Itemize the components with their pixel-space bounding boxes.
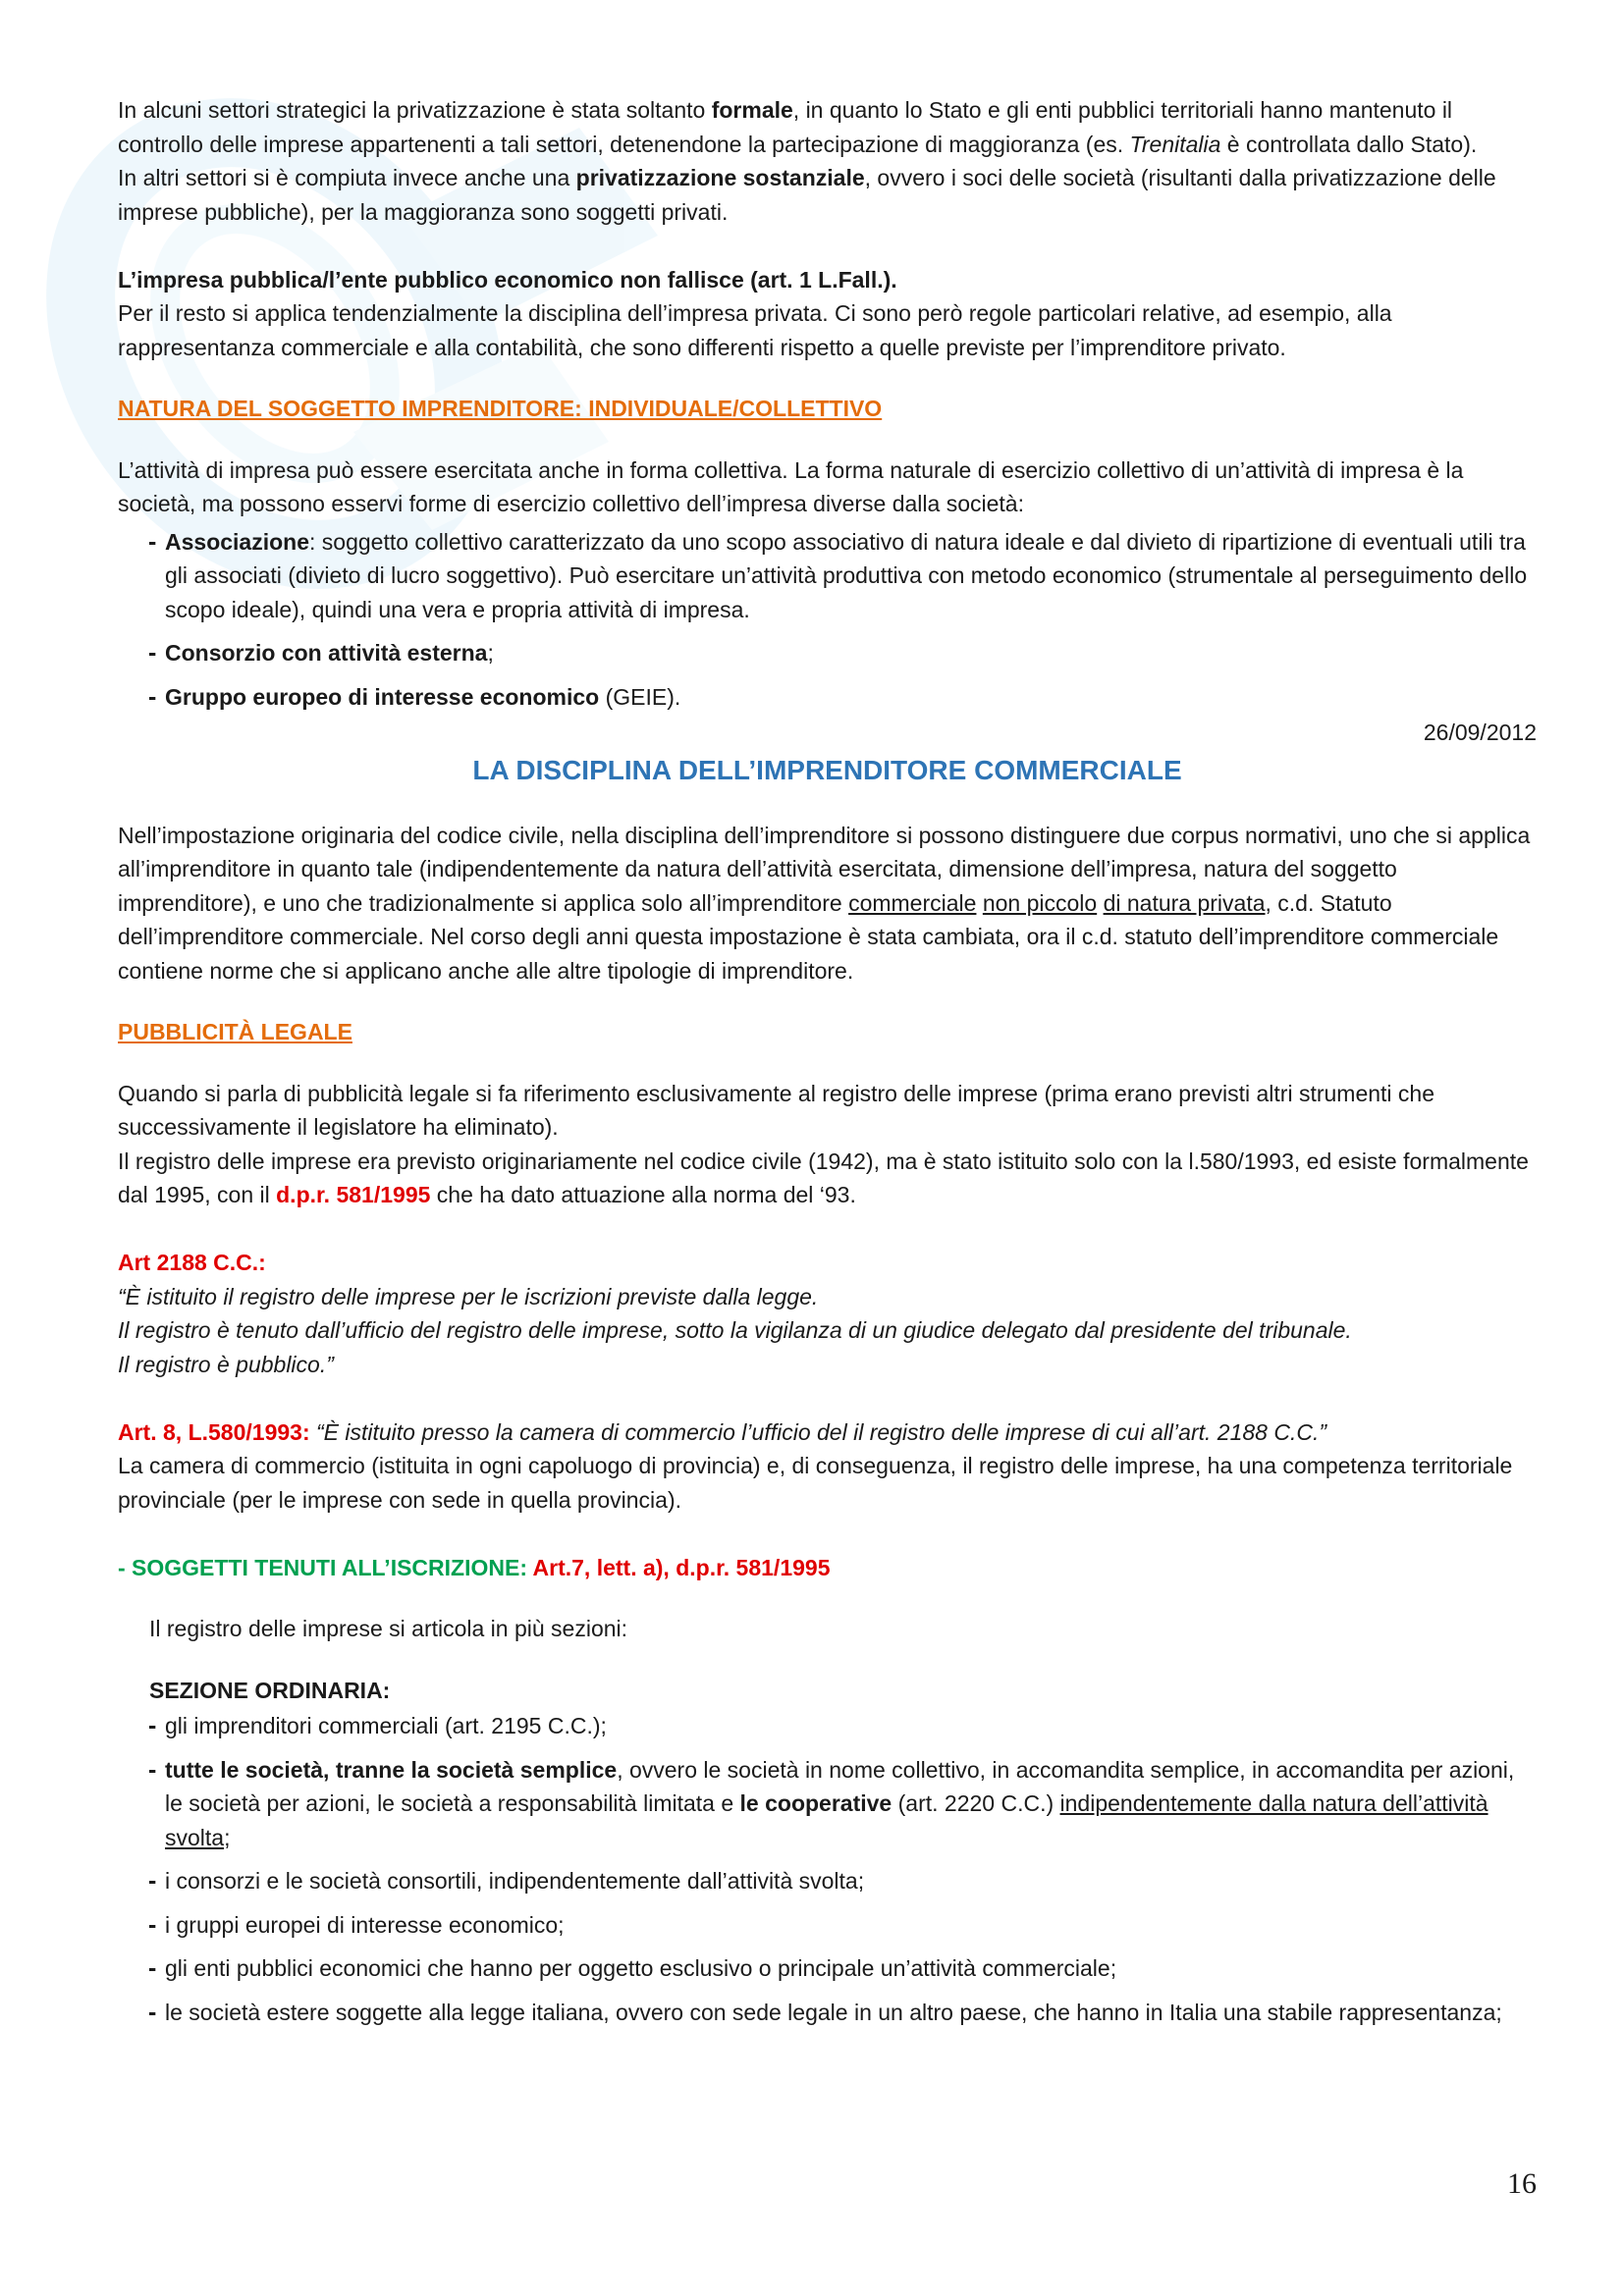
document-page <box>118 93 1537 2039</box>
sezione-ordinaria-heading: SEZIONE ORDINARIA: <box>149 1677 391 1703</box>
art-2188-line-2: Il registro è tenuto dall’ufficio del registro delle imprese, sotto la vigilanza di un giudice delegato dal presidente del tribunale. <box>118 1317 1352 1343</box>
section-heading-natura: NATURA DEL SOGGETTO IMPRENDITORE: INDIVIDUALE/COLLETTIVO <box>118 396 883 421</box>
list-item: - le società estere soggette alla legge italiana, ovvero con sede legale in un altro paese, che hanno in Italia una stabile rappresentanza; <box>165 1996 1537 2030</box>
page-number: 16 <box>1507 2167 1537 2200</box>
list-item: - Associazione: soggetto collettivo caratterizzato da uno scopo associativo di natura ideale e dal divieto di ripartizione di eventuali utili tra gli associati (divieto di lucro soggettivo). Può esercitare un’attività produttiva con metodo economico (strumentale al perseguimento dello scopo ideale), quindi una vera e propria attività di impresa. <box>165 525 1537 627</box>
list-item: - gli enti pubblici economici che hanno per oggetto esclusivo o principale un’attività commerciale; <box>165 1951 1537 1986</box>
paragraph-sezioni: Il registro delle imprese si articola in più sezioni: <box>149 1616 628 1641</box>
art-8-quote: Art. 8, L.580/1993: “È istituito presso la camera di commercio l’ufficio del il registro delle imprese di cui all’art. 2188 C.C.” <box>118 1418 1326 1445</box>
list-item: - tutte le società, tranne la società semplice, ovvero le società in nome collettivo, in accomandita semplice, in accomandita per azioni, le società per azioni, le società a responsabilità limitata e le cooperative (art. 2220 C.C.) indipendentemente dalla natura dell’attività svolta; <box>165 1753 1537 1855</box>
list-item: - Gruppo europeo di interesse economico (GEIE). <box>165 680 1537 715</box>
list-item: - Consorzio con attività esterna; <box>165 636 1537 670</box>
list-sezione-ordinaria <box>118 1709 1537 2029</box>
paragraph-disciplina-impresa-privata: Per il resto si applica tendenzialmente la disciplina dell’impresa privata. Ci sono però regole particolari relative, ad esempio, alla rappresentanza commerciale e alla contabilità, che sono differenti rispetto a quelle previste per l’imprenditore privato. <box>118 300 1392 360</box>
subheading-soggetti: - SOGGETTI TENUTI ALL’ISCRIZIONE: Art.7, lett. a), d.p.r. 581/1995 <box>118 1554 831 1580</box>
paragraph-forma-collettiva: L’attività di impresa può essere esercitata anche in forma collettiva. La forma naturale di esercizio collettivo di un’attività di impresa è la società, ma possono esservi forme di esercizio collettivo dell’impresa diverse dalla società: <box>118 456 1464 516</box>
art-2188-line-3: Il registro è pubblico.” <box>118 1351 334 1377</box>
list-item: - gli imprenditori commerciali (art. 2195 C.C.); <box>165 1709 1537 1743</box>
list-item: - i gruppi europei di interesse economico; <box>165 1908 1537 1943</box>
section-heading-pubblicita: PUBBLICITÀ LEGALE <box>118 1019 352 1044</box>
paragraph-impostazione-originaria: Nell’impostazione originaria del codice civile, nella disciplina dell’imprenditore si possono distinguere due corpus normativi, uno che si applica all’imprenditore in quanto tale (indipendentemente da natura dell’attività esercitata, dimensione dell’impresa, natura del soggetto imprenditore), e uno che tradizionalmente si applica solo all’imprenditore commerciale non piccolo di natura privata, c.d. Statuto dell’imprenditore commerciale. Nel corso degli anni questa impostazione è stata cambiata, ora il c.d. statuto dell’imprenditore commerciale contiene norme che si applicano anche alle altre tipologie di imprenditore. <box>118 822 1531 984</box>
paragraph-pubblicita-legale: Quando si parla di pubblicità legale si fa riferimento esclusivamente al registro delle imprese (prima erano previsti altri strumenti che successivamente il legislatore ha eliminato). <box>118 1080 1434 1140</box>
art-2188-line-1: “È istituito il registro delle imprese per le iscrizioni previste dalla legge. <box>118 1283 819 1309</box>
art-2188-label: Art 2188 C.C.: <box>118 1250 266 1275</box>
chapter-title: LA DISCIPLINA DELL’IMPRENDITORE COMMERCIALE <box>472 754 1182 785</box>
list-item: - i consorzi e le società consortili, indipendentemente dall’attività svolta; <box>165 1864 1537 1898</box>
paragraph-camera-commercio: La camera di commercio (istituita in ogni capoluogo di provincia) e, di conseguenza, il registro delle imprese, ha una competenza territoriale provinciale (per le imprese con sede in quella provincia). <box>118 1453 1513 1513</box>
paragraph-non-fallisce: L’impresa pubblica/l’ente pubblico economico non fallisce (art. 1 L.Fall.). <box>118 266 897 293</box>
paragraph-privatizzazione-sostanziale: In altri settori si è compiuta invece anche una privatizzazione sostanziale, ovvero i soci delle società (risultanti dalla privatizzazione delle imprese pubbliche), per la maggioranza sono soggetti privati. <box>118 165 1496 225</box>
lesson-date: 26/09/2012 <box>1423 720 1537 745</box>
list-forme-collettive <box>118 525 1537 715</box>
paragraph-privatizzazione-formale: In alcuni settori strategici la privatizzazione è stata soltanto formale, in quanto lo Stato e gli enti pubblici territoriali hanno mantenuto il controllo delle imprese appartenenti a tali settori, detenendone la partecipazione di maggioranza (es. Trenitalia è controllata dallo Stato). <box>118 97 1478 157</box>
paragraph-registro-imprese: Il registro delle imprese era previsto originariamente nel codice civile (1942), ma è stato istituito solo con la l.580/1993, ed esiste formalmente dal 1995, con il d.p.r. 581/1995 che ha dato attuazione alla norma del ‘93. <box>118 1148 1529 1207</box>
